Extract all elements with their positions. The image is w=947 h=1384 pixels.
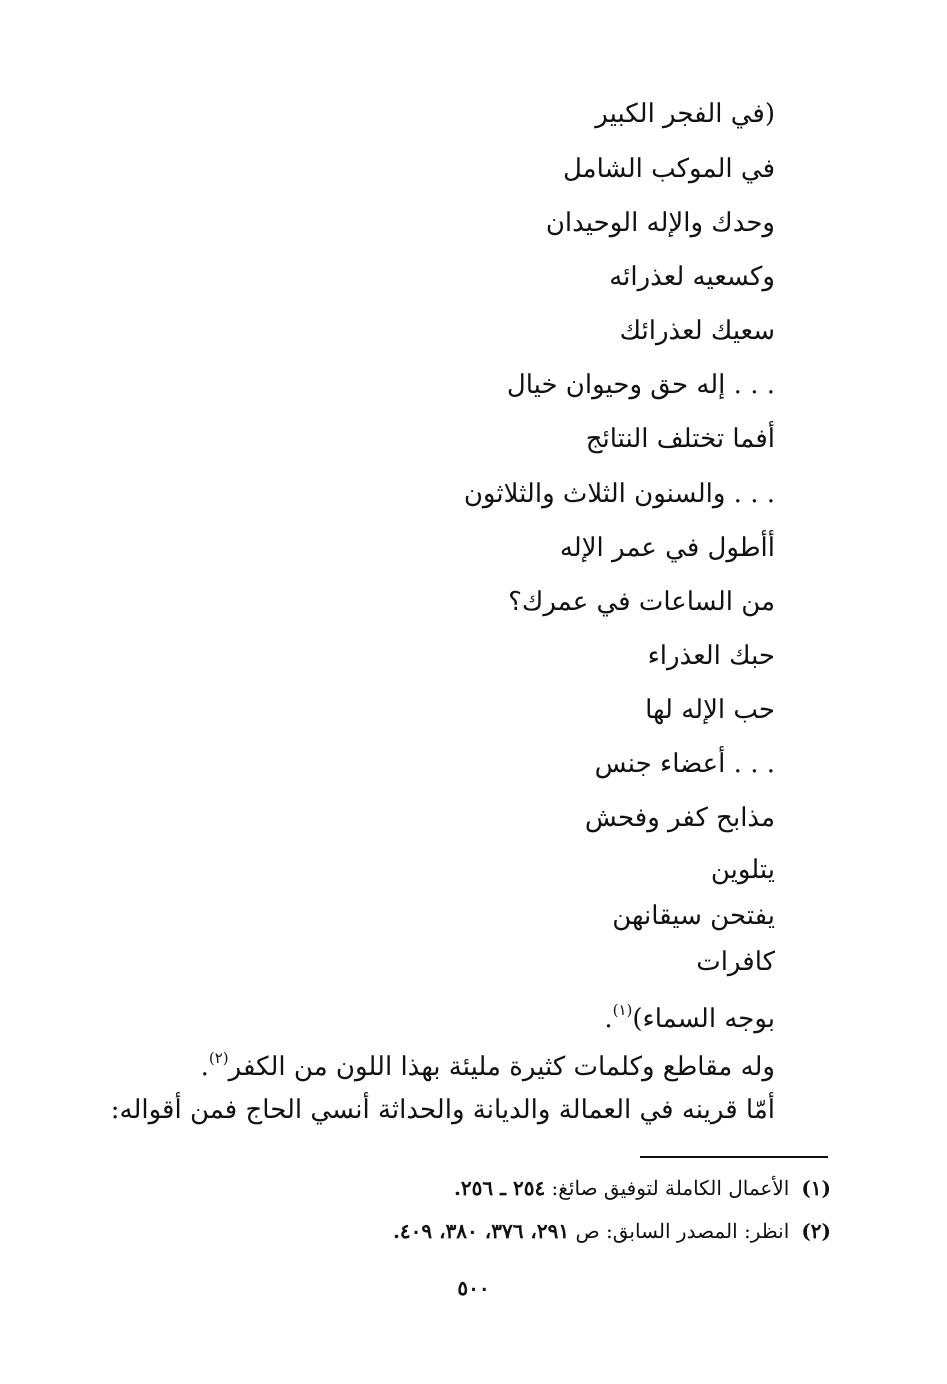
- verse-line: وكسعيه لعذرائه: [609, 262, 775, 292]
- verse-line: حبك العذراء: [647, 641, 775, 671]
- verse-line: أفما تختلف النتائج: [585, 424, 775, 454]
- verse-line-last: [604, 992, 775, 1037]
- footnote: [393, 1216, 831, 1246]
- verse-line: أأطول في عمر الإله: [559, 533, 775, 563]
- footnote-marker: (٢): [208, 1049, 229, 1067]
- verse-line: (في الفجر الكبير: [595, 99, 775, 129]
- paragraph-text: وله مقاطع وكلمات كثيرة مليئة بهذا اللون من الكفر: [228, 1052, 775, 1082]
- page-number: ٥٠٠: [457, 1276, 490, 1300]
- footnote-text: انظر: المصدر السابق: ص: [575, 1219, 790, 1243]
- verse-line: . . . أعضاء جنس: [594, 749, 775, 779]
- verse-line: يتلوين: [710, 855, 775, 885]
- footnote-text: الأعمال الكاملة لتوفيق صائغ:: [551, 1176, 790, 1200]
- verse-line: كافرات: [696, 947, 775, 977]
- footnote-pages: ٢٥٤ ـ ٢٥٦.: [453, 1176, 546, 1200]
- verse-line: مذابح كفر وفحش: [584, 803, 775, 833]
- verse-line: . . . إله حق وحيوان خيال: [506, 370, 775, 400]
- verse-line: حب الإله لها: [645, 695, 775, 725]
- verse-line: وحدك والإله الوحيدان: [545, 208, 775, 238]
- verse-line: يفتحن سيقانهن: [612, 901, 775, 931]
- footnote-pages: ٢٩١، ٣٧٦، ٣٨٠، ٤٠٩.: [392, 1219, 570, 1243]
- footnote-number: (١): [801, 1176, 831, 1200]
- footnote-number: (٢): [801, 1219, 831, 1243]
- footnote-separator: [640, 1156, 828, 1158]
- verse-end: .: [604, 1004, 613, 1034]
- verse-line: في الموكب الشامل: [562, 154, 775, 184]
- footnote: [454, 1173, 831, 1203]
- paragraph: [201, 1040, 775, 1085]
- verse-line: . . . والسنون الثلاث والثلاثون: [463, 479, 775, 509]
- paragraph: أمّا قرينه في العمالة والديانة والحداثة أنسي الحاج فمن أقواله:: [110, 1095, 775, 1125]
- verse-line: سعيك لعذرائك: [619, 316, 775, 346]
- footnote-marker: (١): [612, 1001, 633, 1019]
- verse-line: من الساعات في عمرك؟: [508, 587, 775, 617]
- verse-text: بوجه السماء): [632, 1004, 775, 1034]
- paragraph-end: .: [200, 1052, 209, 1082]
